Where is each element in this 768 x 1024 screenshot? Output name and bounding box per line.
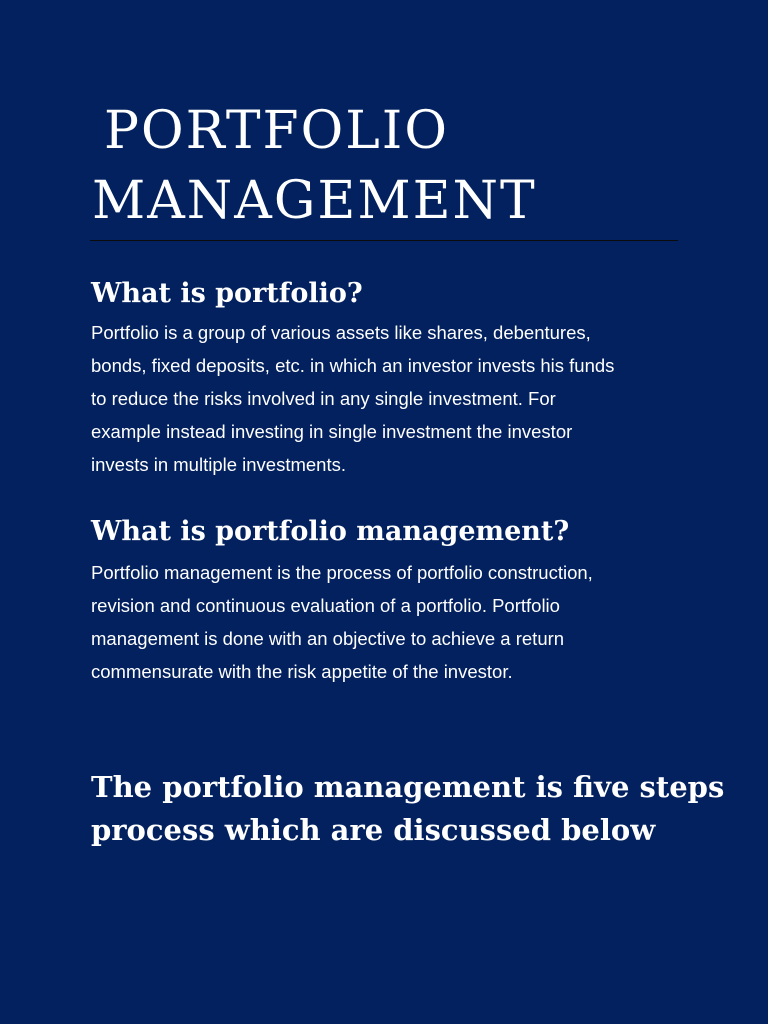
section-heading-what-is-portfolio: What is portfolio? (91, 278, 363, 309)
body-line: example instead investing in single investment the investor (91, 421, 573, 442)
title-divider (90, 240, 678, 241)
section-body-what-is-portfolio-management (91, 556, 691, 688)
body-line: to reduce the risks involved in any single investment. For (91, 388, 556, 409)
title-line: PORTFOLIO (104, 101, 449, 161)
body-line: invests in multiple investments. (91, 454, 346, 475)
body-line: management is done with an objective to achieve a return (91, 628, 565, 649)
section-body-what-is-portfolio (91, 316, 691, 481)
section-heading-what-is-portfolio-management: What is portfolio management? (91, 516, 570, 547)
page-title (92, 96, 678, 236)
closing-heading-line: The portfolio management is five steps (91, 770, 725, 804)
body-line: bonds, fixed deposits, etc. in which an investor invests his funds (91, 355, 615, 376)
body-line: revision and continuous evaluation of a portfolio. Portfolio (91, 595, 560, 616)
body-line: Portfolio management is the process of portfolio construction, (91, 562, 593, 583)
closing-heading-line: process which are discussed below (91, 813, 656, 847)
title-line: MANAGEMENT (92, 171, 537, 231)
body-line: commensurate with the risk appetite of the investor. (91, 661, 513, 682)
body-line: Portfolio is a group of various assets like shares, debentures, (91, 322, 591, 343)
closing-heading (91, 766, 731, 852)
